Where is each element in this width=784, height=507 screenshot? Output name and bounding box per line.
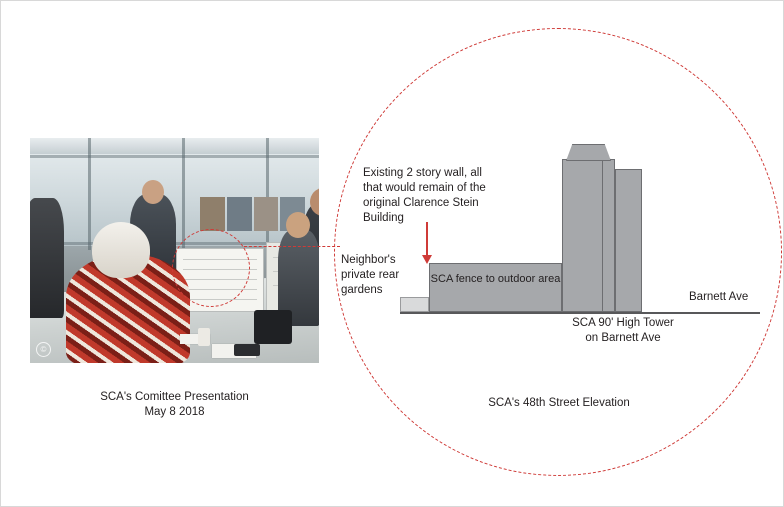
tower-caption-line-2: on Barnett Ave — [585, 332, 661, 344]
tower-side-mass — [615, 169, 642, 312]
window-transom — [30, 155, 319, 158]
photo-block — [30, 138, 319, 418]
ground-line — [400, 312, 760, 314]
garden-plinth — [400, 297, 429, 312]
elevation-caption: SCA's 48th Street Elevation — [488, 397, 630, 409]
copyright-watermark: © — [36, 342, 51, 357]
attendee-head — [142, 180, 164, 204]
magnifier-circle-small — [172, 229, 250, 307]
tower-cap — [566, 144, 611, 161]
tower-caption-line-1: SCA 90' High Tower — [572, 317, 674, 329]
attendee-head — [286, 212, 310, 238]
street-label: Barnett Ave — [689, 291, 749, 303]
tower-seam — [602, 160, 603, 311]
attendee-silhouette — [30, 198, 64, 318]
neighbor-gardens-label: Neighbor's private rear gardens — [341, 254, 400, 296]
phone — [234, 344, 260, 356]
callout-existing-wall-text: Existing 2 story wall, all that would remain of the original Clarence Stein Building — [363, 167, 486, 224]
cup — [198, 328, 210, 346]
tower-main-mass — [562, 159, 615, 312]
fence-label: SCA fence to outdoor area — [430, 273, 561, 285]
photo-caption-line-2: May 8 2018 — [144, 406, 205, 418]
ceiling-band — [30, 138, 319, 154]
photo-caption-line-1: SCA's Comittee Presentation — [100, 391, 249, 403]
foreground-attendee-head — [92, 222, 150, 278]
callout-arrow-icon — [426, 222, 428, 256]
two-story-wall-block — [429, 263, 562, 312]
bag — [254, 310, 292, 344]
meeting-photo — [30, 138, 319, 363]
tower-caption — [513, 316, 733, 346]
photo-caption — [30, 390, 319, 420]
magnifier-leader-line — [244, 246, 340, 247]
